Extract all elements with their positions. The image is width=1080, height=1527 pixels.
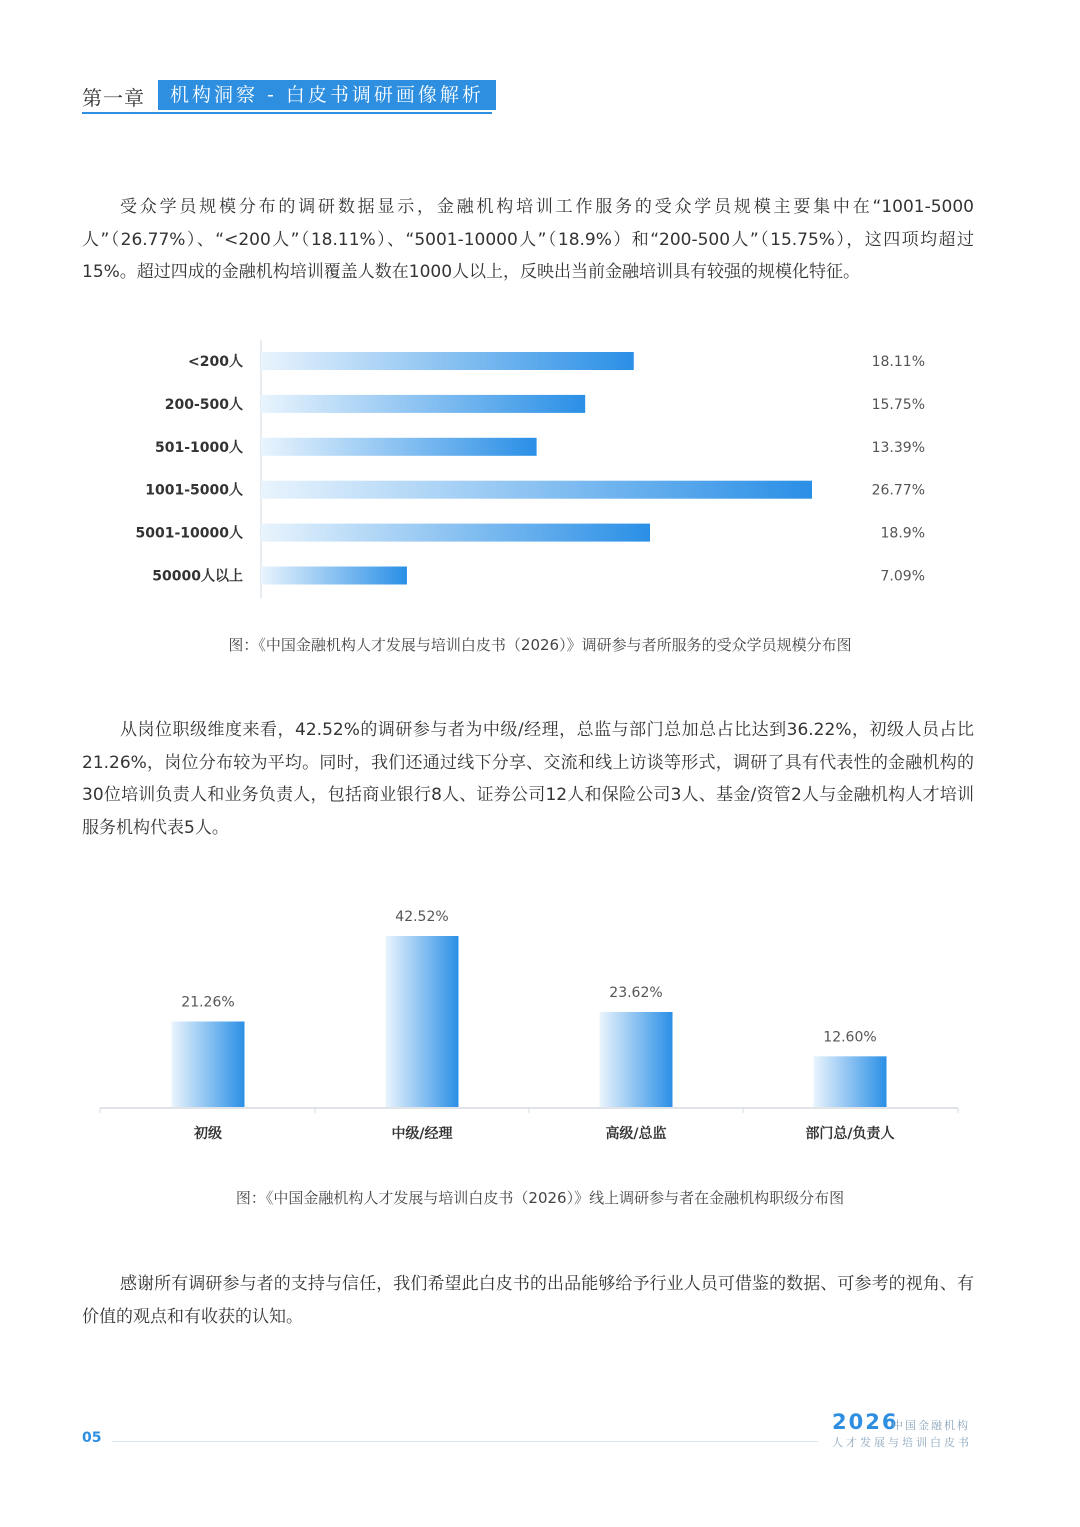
rank-paragraph: 从岗位职级维度来看，42.52%的调研参与者为中级/经理，总监与部门总加总占比达到36.22%，初级人员占比21.26%，岗位分布较为平均。同时，我们还通过线下分享、交流和线上访谈等形式，调研了具有代表性的金融机构的30位培训负责人和业务负责人，包括商业银行8人、证券公司12人和保险公司3人、基金/资管2人与金融机构人才培训服务机构代表5人。 — [82, 720, 974, 838]
chart2-bar — [172, 1022, 245, 1108]
chart1-bar — [261, 395, 585, 413]
chart2-bar — [386, 936, 459, 1107]
footer-title-line2: 人才发展与培训白皮书 — [832, 1436, 972, 1449]
chart2-value-label: 12.60% — [823, 1029, 877, 1046]
chart1-category-label: 5001-10000人 — [135, 525, 243, 542]
job-level-bar-chart — [0, 890, 1080, 1160]
chart1-value-label: 15.75% — [871, 396, 925, 413]
chart1-caption: 图：《中国金融机构人才发展与培训白皮书（2026）》调研参与者所服务的受众学员规模分布图 — [228, 636, 852, 654]
header-divider — [82, 112, 492, 114]
chart2-category-label: 高级/总监 — [605, 1126, 667, 1142]
intro-paragraph: 受众学员规模分布的调研数据显示，金融机构培训工作服务的受众学员规模主要集中在“1001-5000人”（26.77%）、“<200人”（18.11%）、“5001-10000人”（18.9%）和“200-500人”（15.75%），这四项均超过15%。超过四成的金融机构培训覆盖人数在1000人以上，反映出当前金融培训具有较强的规模化特征。 — [82, 197, 974, 282]
chart2-category-label: 初级 — [194, 1126, 222, 1142]
page-number: 05 — [82, 1430, 102, 1446]
chart1-bar — [261, 352, 634, 370]
footer-title-line1: 中国金融机构 — [892, 1419, 970, 1432]
footer-year: 2026 — [832, 1410, 899, 1434]
chart2-caption: 图：《中国金融机构人才发展与培训白皮书（2026）》线上调研参与者在金融机构职级分布图 — [235, 1189, 845, 1207]
chart2-category-label: 中级/经理 — [391, 1126, 453, 1142]
chart2-value-label: 23.62% — [609, 985, 663, 1002]
chart1-category-label: 501-1000人 — [155, 439, 243, 456]
thanks-paragraph: 感谢所有调研参与者的支持与信任，我们希望此白皮书的出品能够给予行业人员可借鉴的数据、可参考的视角、有价值的观点和有收获的认知。 — [82, 1274, 974, 1327]
chart1-bar — [261, 438, 537, 456]
chart1-value-label: 13.39% — [871, 439, 925, 456]
chart2-bar — [814, 1056, 887, 1107]
chapter-label: 第一章 — [82, 86, 145, 110]
chart2-bar — [600, 1012, 673, 1107]
chart1-value-label: 7.09% — [880, 568, 925, 585]
chapter-title: 机构洞察 - 白皮书调研画像解析 — [158, 80, 496, 110]
chart2-category-label: 部门总/负责人 — [805, 1126, 895, 1142]
chart1-category-label: <200人 — [188, 354, 243, 370]
audience-size-bar-chart — [0, 330, 1080, 610]
chart2-value-label: 42.52% — [395, 909, 449, 925]
chart1-bar — [261, 524, 650, 542]
chart1-value-label: 26.77% — [871, 482, 925, 499]
chart1-category-label: 200-500人 — [164, 396, 243, 413]
chart1-category-label: 1001-5000人 — [145, 482, 243, 499]
chart1-bar — [261, 567, 407, 585]
chart1-bar — [261, 481, 812, 499]
chart2-value-label: 21.26% — [181, 994, 235, 1011]
chart1-value-label: 18.11% — [871, 354, 925, 370]
chart1-value-label: 18.9% — [880, 525, 925, 542]
footer-divider — [112, 1441, 818, 1442]
chart1-category-label: 50000人以上 — [152, 568, 243, 585]
